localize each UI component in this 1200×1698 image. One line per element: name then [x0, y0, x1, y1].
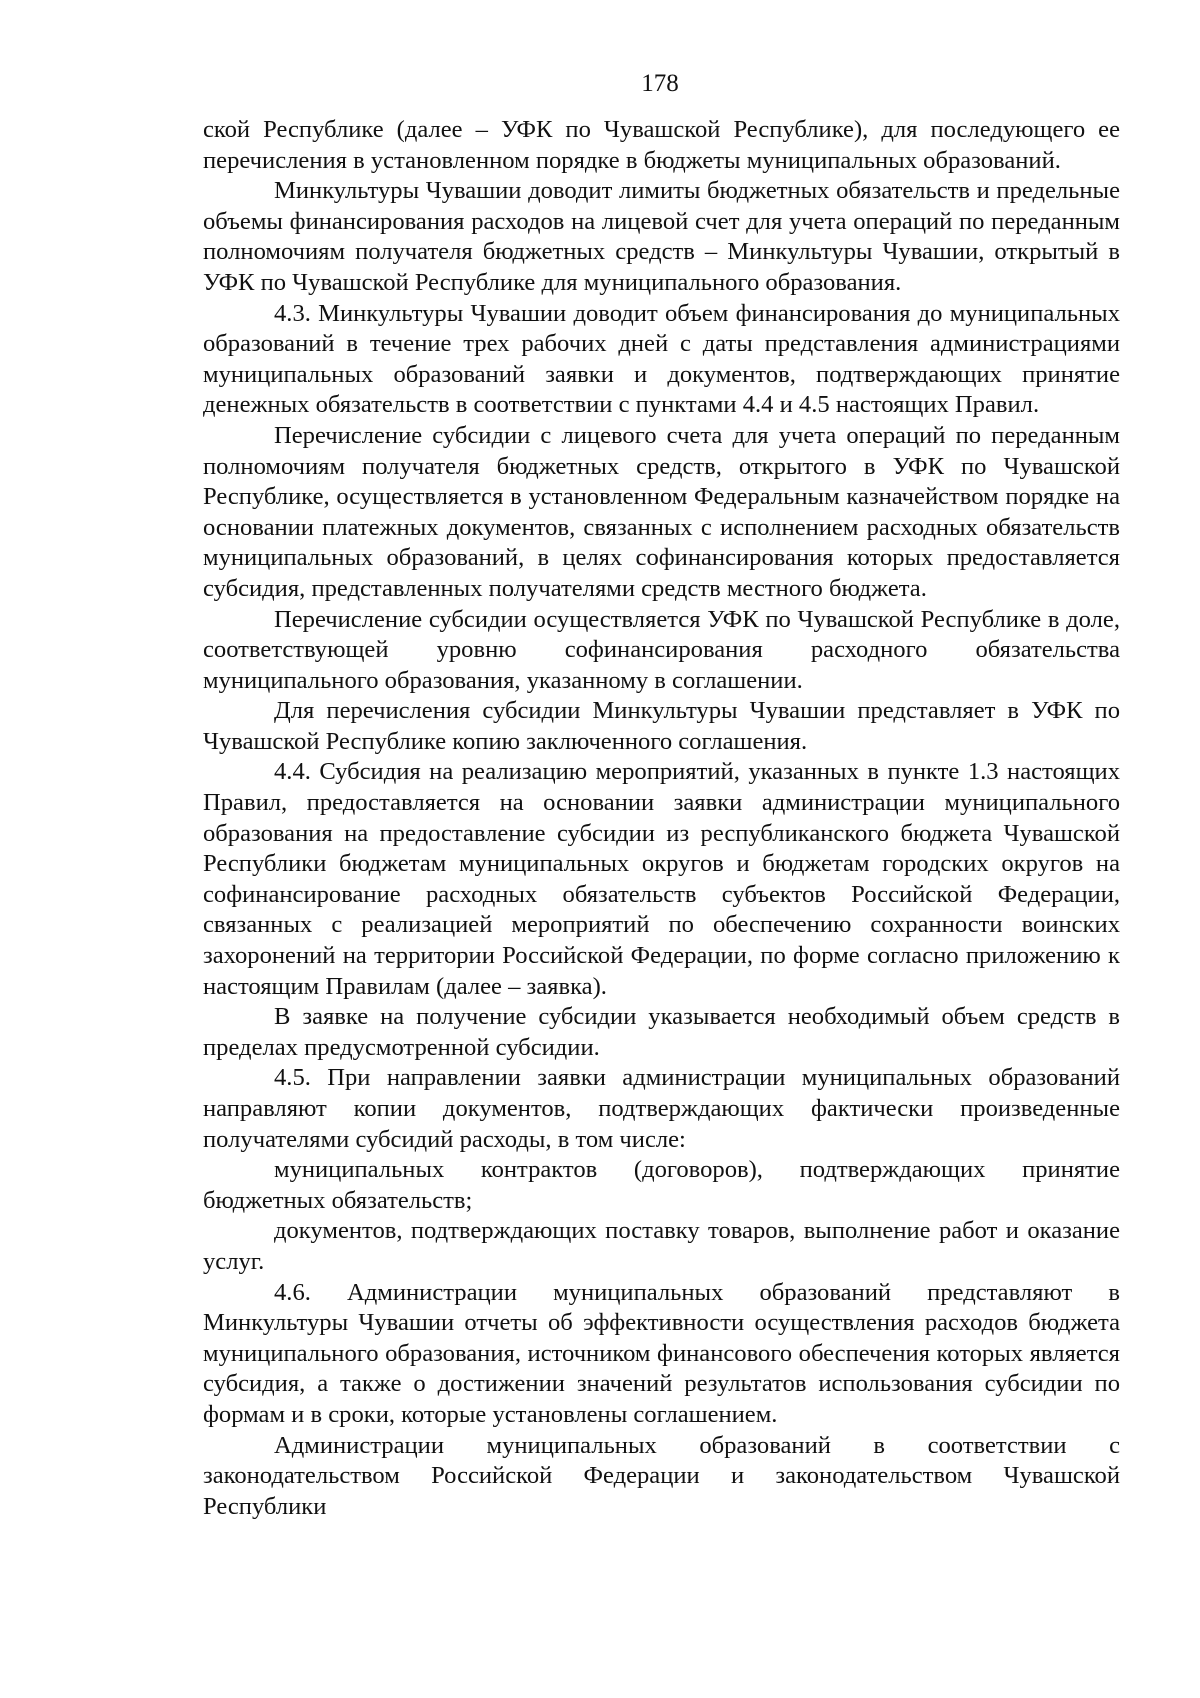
- paragraph: Для перечисления субсидии Минкультуры Чувашии представляет в УФК по Чувашской Республике копию заключенного соглашения.: [203, 697, 1120, 755]
- paragraph-section-4-6: 4.6. Администрации муниципальных образований представляют в Минкультуры Чувашии отчеты об эффективности осуществления расходов бюджета муниципального образования, источником финансового обеспечения которых является субсидия, а также о достижении значений результатов использования субсидии по формам и в сроки, которые установлены соглашением.: [203, 1278, 1120, 1428]
- page-number: 178: [641, 70, 679, 97]
- paragraph-continues-next-page: Администрации муниципальных образований в соответствии с законодательством Российской Федерации и законодательством Чувашской Республики: [203, 1431, 1120, 1520]
- paragraph-list-item: документов, подтверждающих поставку товаров, выполнение работ и оказание услуг.: [203, 1217, 1120, 1275]
- paragraph-list-item: муниципальных контрактов (договоров), подтверждающих принятие бюджетных обязательств;: [203, 1156, 1120, 1214]
- paragraph-continuation: ской Республике (далее – УФК по Чувашской Республике), для последующего ее перечисления в установленном порядке в бюджеты муниципальных образований.: [203, 116, 1120, 174]
- paragraph-section-4-4: 4.4. Субсидия на реализацию мероприятий, указанных в пункте 1.3 настоящих Правил, предоставляется на основании заявки администрации муниципального образования на предоставление субсидии из республиканского бюджета Чувашской Республики бюджетам муниципальных округов и бюджетам городских округов на софинансирование расходных обязательств субъектов Российской Федерации, связанных с реализацией мероприятий по обеспечению сохранности воинских захоронений на территории Российской Федерации, по форме согласно приложению к настоящим Правилам (далее – заявка).: [203, 758, 1120, 1000]
- paragraph: Минкультуры Чувашии доводит лимиты бюджетных обязательств и предельные объемы финансирования расходов на лицевой счет для учета операций по переданным полномочиям получателя бюджетных средств – Минкультуры Чувашии, открытый в УФК по Чувашской Республике для муниципального образования.: [203, 177, 1120, 296]
- document-body: [203, 115, 1120, 1522]
- paragraph: Перечисление субсидии с лицевого счета для учета операций по переданным полномочиям получателя бюджетных средств, открытого в УФК по Чувашской Республике, осуществляется в установленном Федеральным казначейством порядке на основании платежных документов, связанных с исполнением расходных обязательств муниципальных образований, в целях софинансирования которых предоставляется субсидия, представленных получателями средств местного бюджета.: [203, 421, 1120, 602]
- paragraph-section-4-3: 4.3. Минкультуры Чувашии доводит объем финансирования до муниципальных образований в течение трех рабочих дней с даты представления администрациями муниципальных образований заявки и документов, подтверждающих принятие денежных обязательств в соответствии с пунктами 4.4 и 4.5 настоящих Правил.: [203, 299, 1120, 419]
- paragraph: В заявке на получение субсидии указывается необходимый объем средств в пределах предусмотренной субсидии.: [203, 1003, 1120, 1061]
- paragraph-section-4-5: 4.5. При направлении заявки администрации муниципальных образований направляют копии документов, подтверждающих фактически произведенные получателями субсидий расходы, в том числе:: [203, 1064, 1120, 1153]
- paragraph: Перечисление субсидии осуществляется УФК по Чувашской Республике в доле, соответствующей уровню софинансирования расходного обязательства муниципального образования, указанному в соглашении.: [203, 605, 1120, 694]
